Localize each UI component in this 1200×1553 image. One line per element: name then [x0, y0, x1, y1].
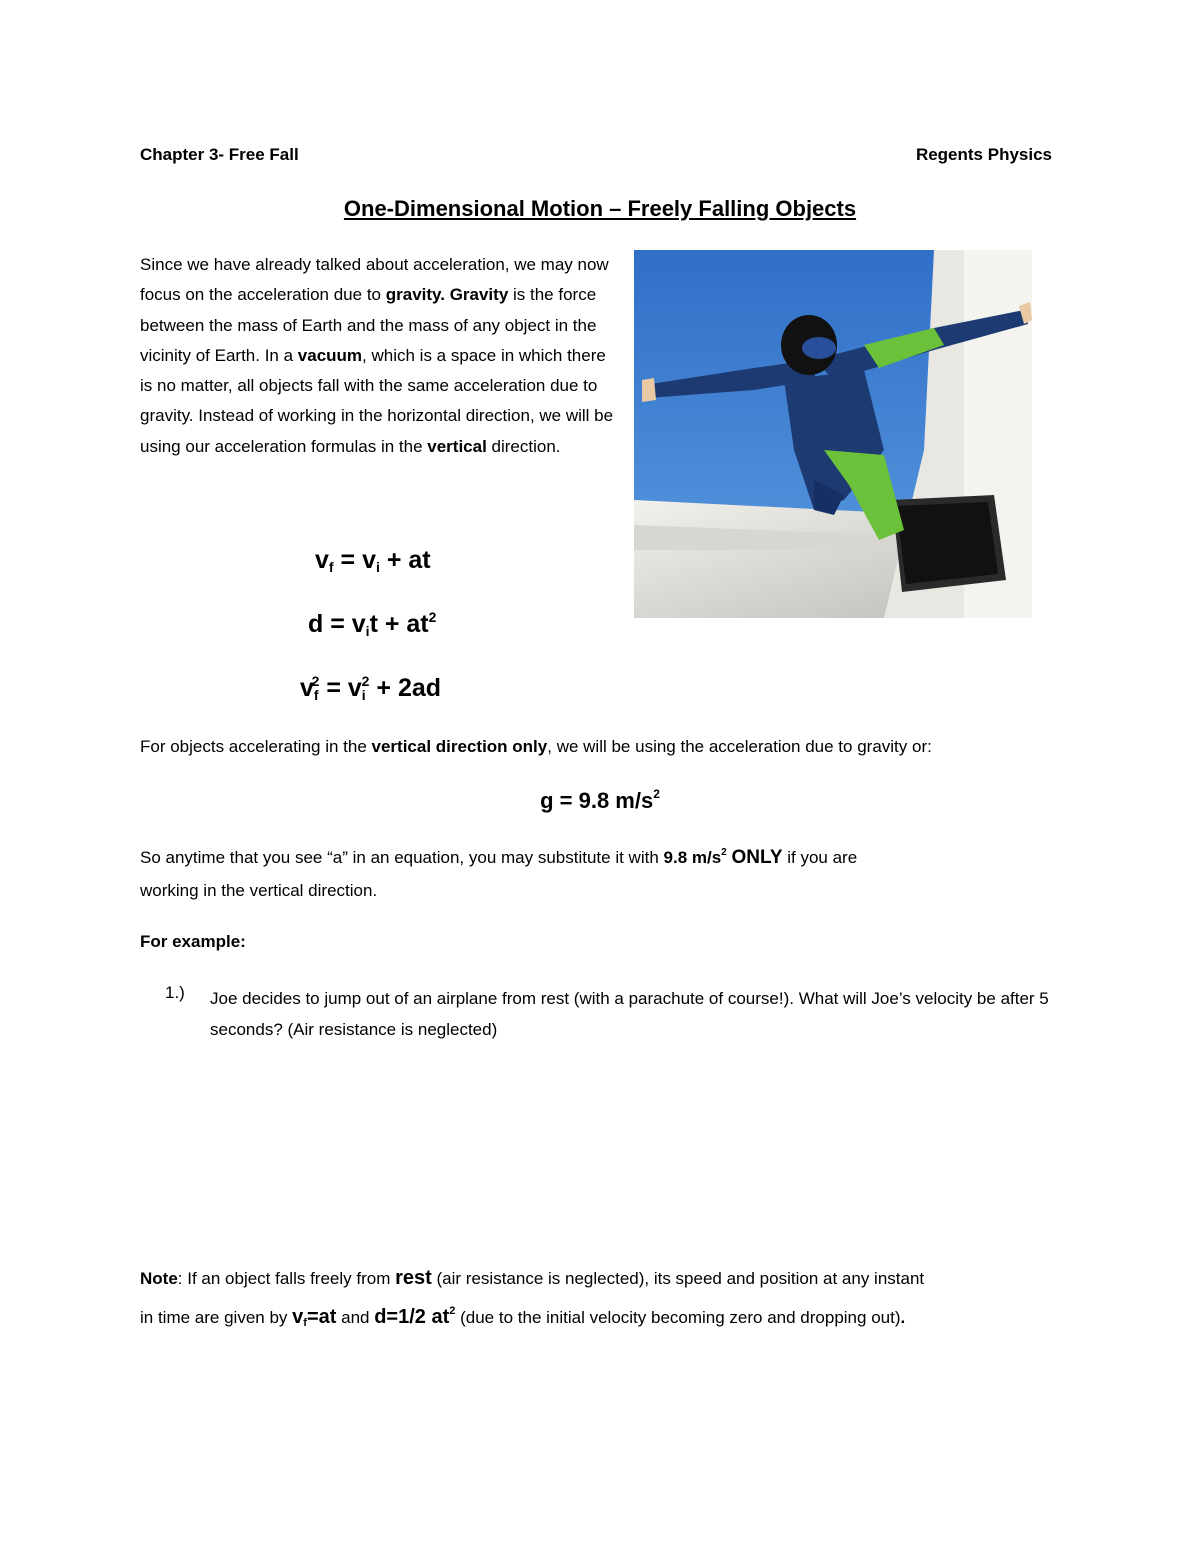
intro-text: direction. — [486, 436, 561, 456]
note-line1 — [140, 1267, 924, 1290]
substitute-paragraph-line2: working in the vertical direction. — [140, 881, 378, 900]
formula-text: = v — [319, 674, 362, 702]
formula-text: v — [300, 674, 314, 702]
skydiver-photo — [634, 250, 1032, 618]
intro-text: is the force between the mass of Earth and the mass of any object in the vicinity of Earth. In a — [140, 285, 597, 365]
formula-subscript: f — [328, 559, 334, 575]
formula-text: + at — [379, 546, 431, 574]
formula-superscript: 2 — [428, 609, 437, 625]
intro-bold-gravity-term: Gravity — [449, 285, 509, 305]
bold-only: ONLY — [731, 847, 783, 868]
gravity-value-superscript: 2 — [721, 847, 727, 858]
formula-text: v — [315, 546, 329, 574]
paragraph-text: (air resistance is neglected), its speed and position at any instant — [431, 1269, 925, 1288]
intro-text: Since we have already talked about acceleration, we may now focus on the acceleration due to — [140, 255, 609, 305]
intro-text: , which is a space in which there is no matter, all objects fall with the same acceleration due to gravity. Instead of working in the horizontal direction, we will be using our acceleration formulas in the — [140, 345, 614, 456]
paragraph-text: : If an object falls freely from — [177, 1269, 396, 1288]
formula-superscript: 2 — [361, 673, 370, 689]
paragraph-text: For objects accelerating in the — [140, 737, 372, 756]
paragraph-text: , we will be using the acceleration due to gravity or: — [547, 737, 932, 756]
paragraph-text: if you are — [782, 848, 858, 867]
bold-vertical-direction-only: vertical direction only — [371, 737, 548, 756]
bold-equals-at: =at — [306, 1306, 337, 1328]
example-label: For example: — [140, 932, 246, 951]
gravity-formula-superscript: 2 — [653, 787, 660, 801]
formula-text: d = v — [308, 610, 366, 638]
intro-paragraph — [140, 250, 620, 462]
note-period: . — [900, 1308, 906, 1327]
formula-text: + 2ad — [369, 674, 442, 702]
vf-subscript: f — [303, 1317, 307, 1329]
paragraph-text: So anytime that you see “a” in an equation, you may substitute it with — [140, 848, 664, 867]
vertical-direction-paragraph — [140, 737, 932, 757]
intro-bold-vertical: vertical — [427, 436, 487, 456]
intro-bold-vacuum: vacuum — [297, 345, 363, 365]
formula-subscript: i — [361, 687, 366, 703]
bold-rest: rest — [395, 1267, 432, 1289]
formula-text: = v — [333, 546, 376, 574]
header-course: Regents Physics — [915, 145, 1052, 164]
bold-vf: v — [292, 1306, 304, 1328]
substitute-paragraph-line1 — [140, 847, 857, 869]
page-header — [140, 145, 1052, 171]
page-title: One-Dimensional Motion – Freely Falling Objects — [343, 196, 857, 221]
paragraph-text: in time are given by — [140, 1308, 293, 1327]
bold-gravity-value: 9.8 m/s — [663, 848, 722, 867]
intro-bold-gravity: gravity. — [385, 285, 445, 305]
formula-superscript: 2 — [311, 673, 320, 689]
formula-displacement — [308, 609, 436, 639]
gravity-formula-text: g = 9.8 m/s — [540, 788, 654, 813]
paragraph-text: and — [336, 1308, 375, 1327]
question-number: 1.) — [165, 983, 185, 1002]
header-chapter: Chapter 3- Free Fall — [140, 145, 299, 164]
bold-d-formula: d=1/2 at — [374, 1306, 450, 1328]
gravity-formula — [0, 787, 1200, 814]
formula-final-velocity — [315, 546, 431, 575]
paragraph-text: (due to the initial velocity becoming zero and dropping out) — [455, 1308, 901, 1327]
formula-text: t + at — [369, 610, 429, 638]
formula-subscript: i — [375, 559, 380, 575]
formula-velocity-squared — [300, 673, 441, 703]
formula-subscript: f — [313, 687, 319, 703]
d-formula-superscript: 2 — [449, 1305, 456, 1317]
formula-subscript: i — [365, 623, 370, 639]
note-label: Note — [140, 1269, 178, 1288]
question-text: Joe decides to jump out of an airplane from rest (with a parachute of course!). What will Joe’s velocity be after 5 seconds? (Air resistance is neglected) — [210, 989, 1049, 1039]
skydiver-photo-icon — [634, 250, 1032, 618]
note-line2 — [140, 1305, 905, 1329]
